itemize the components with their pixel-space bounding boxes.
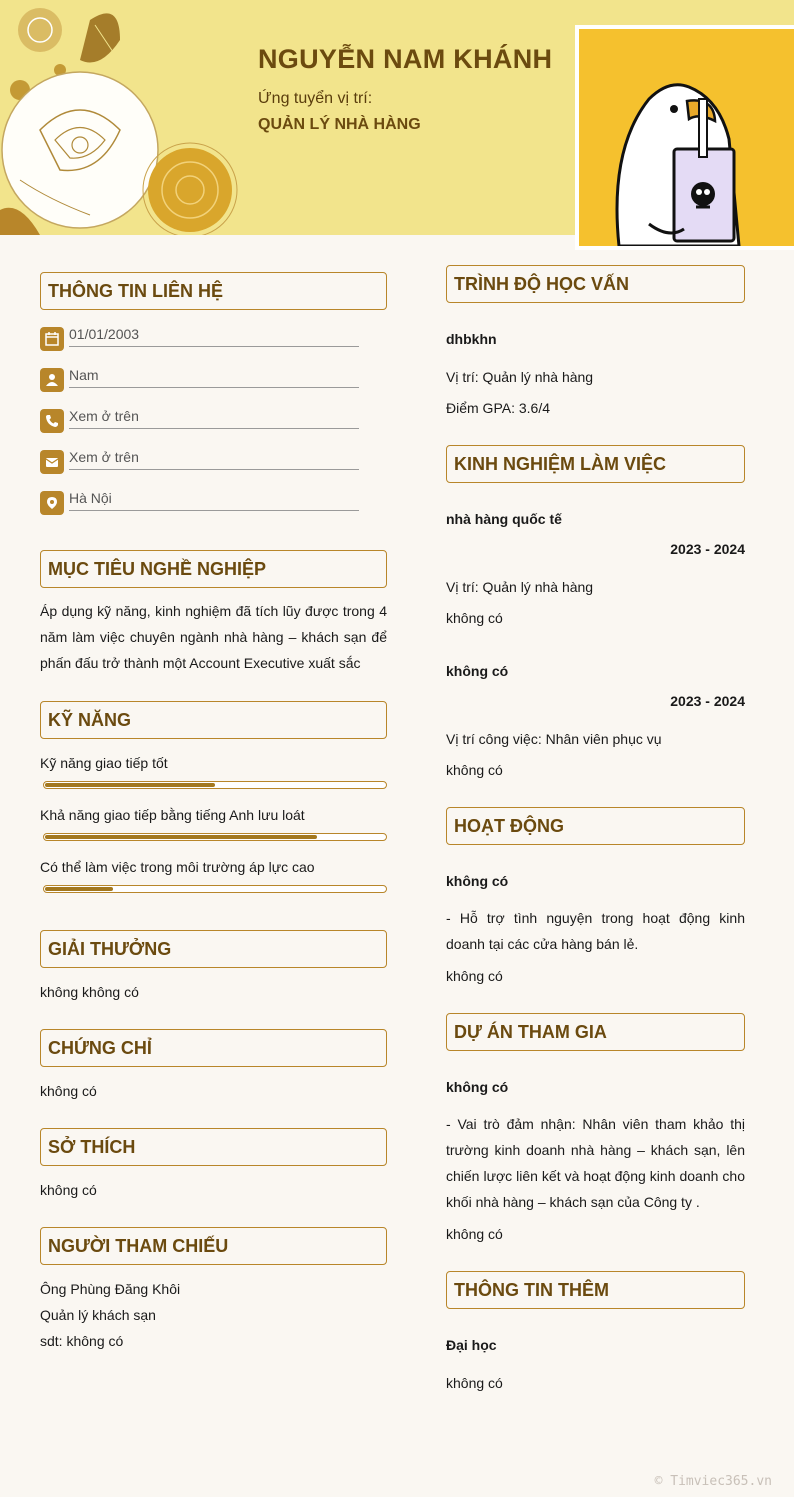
certificates-text: không có: [40, 1083, 97, 1099]
awards-text: không không có: [40, 984, 139, 1000]
activities-org: không có: [446, 873, 509, 889]
education-school: dhbkhn: [446, 331, 497, 347]
experience-role: Vị trí: Quản lý nhà hàng: [446, 579, 594, 595]
education-position: Vị trí: Quản lý nhà hàng: [446, 369, 594, 385]
activities-desc: - Hỗ trợ tình nguyện trong hoạt động kinh doanh tại các cửa hàng bán lẻ.: [446, 910, 745, 952]
certificates-section-title: CHỨNG CHỈ: [40, 1029, 387, 1067]
email-value[interactable]: Xem ở trên: [69, 444, 359, 470]
activities-section-title: HOẠT ĐỘNG: [446, 807, 745, 845]
skills-section-title: KỸ NĂNG: [40, 701, 387, 739]
education-gpa: Điểm GPA: 3.6/4: [446, 400, 551, 416]
phone-value[interactable]: Xem ở trên: [69, 403, 359, 429]
projects-desc: - Vai trò đảm nhận: Nhân viên tham khảo thị trường kinh doanh nhà hàng – khách sạn, lên chiến lược liên kết và hoạt động kinh doanh cho khối nhà hàng – khách sạn của Công ty .: [446, 1116, 745, 1210]
skill-progress-bar: [43, 781, 387, 789]
additional-subtitle: Đại học: [446, 1337, 497, 1353]
experience-role: Vị trí công việc: Nhân viên phục vụ: [446, 731, 662, 747]
skill-name: Có thể làm việc trong môi trường áp lực cao: [40, 859, 315, 875]
hobbies-text: không có: [40, 1182, 97, 1198]
location-icon: [40, 491, 64, 515]
skill-name: Khả năng giao tiếp bằng tiếng Anh lưu loát: [40, 807, 305, 823]
experience-company: không có: [446, 663, 509, 679]
skill-progress-fill: [45, 783, 215, 787]
candidate-name: NGUYỄN NAM KHÁNH: [258, 44, 553, 74]
experience-desc: không có: [446, 610, 503, 626]
apply-label: Ứng tuyển vị trí:: [258, 90, 373, 107]
watermark: © Timviec365.vn: [654, 1474, 772, 1489]
skill-progress-fill: [45, 835, 317, 839]
contact-email: [40, 450, 360, 474]
objective-text: Áp dụng kỹ năng, kinh nghiệm đã tích lũy được trong 4 năm làm việc chuyên ngành nhà hàng – khách sạn để phấn đấu trở thành một Account Executive xuất sắc: [40, 603, 387, 671]
hobbies-section-title: SỞ THÍCH: [40, 1128, 387, 1166]
skill-progress-fill: [45, 887, 113, 891]
apply-position: QUẢN LÝ NHÀ HÀNG: [258, 116, 421, 133]
avatar: [575, 25, 800, 250]
skill-progress-bar: [43, 833, 387, 841]
experience-period: 2023 - 2024: [670, 693, 745, 709]
user-icon: [40, 368, 64, 392]
page-edge: [794, 0, 800, 1497]
contact-phone: [40, 409, 360, 433]
contact-address: [40, 491, 360, 515]
address-value: Hà Nội: [69, 485, 359, 511]
projects-name: không có: [446, 1079, 509, 1095]
skill-progress-bar: [43, 885, 387, 893]
reference-line: Ông Phùng Đăng Khôi: [40, 1281, 181, 1297]
activities-extra: không có: [446, 968, 503, 984]
email-icon: [40, 450, 64, 474]
contact-gender: [40, 368, 360, 392]
calendar-icon: [40, 327, 64, 351]
additional-text: không có: [446, 1375, 503, 1391]
education-section-title: TRÌNH ĐỘ HỌC VẤN: [446, 265, 745, 303]
experience-section-title: KINH NGHIỆM LÀM VIỆC: [446, 445, 745, 483]
experience-period: 2023 - 2024: [670, 541, 745, 557]
projects-section-title: DỰ ÁN THAM GIA: [446, 1013, 745, 1051]
gender-value: Nam: [69, 362, 359, 388]
experience-desc: không có: [446, 762, 503, 778]
experience-company: nhà hàng quốc tế: [446, 511, 562, 527]
reference-line: Quản lý khách sạn: [40, 1307, 156, 1323]
additional-section-title: THÔNG TIN THÊM: [446, 1271, 745, 1309]
phone-icon: [40, 409, 64, 433]
flower-decoration: [0, 0, 240, 235]
reference-line: sdt: không có: [40, 1333, 124, 1349]
projects-extra: không có: [446, 1226, 503, 1242]
objective-section-title: MỤC TIÊU NGHỀ NGHIỆP: [40, 550, 387, 588]
contact-section-title: THÔNG TIN LIÊN HỆ: [40, 272, 387, 310]
awards-section-title: GIẢI THƯỞNG: [40, 930, 387, 968]
birthday-value: 01/01/2003: [69, 321, 359, 347]
contact-birthday: [40, 327, 360, 351]
references-section-title: NGƯỜI THAM CHIẾU: [40, 1227, 387, 1265]
skill-name: Kỹ năng giao tiếp tốt: [40, 755, 168, 771]
